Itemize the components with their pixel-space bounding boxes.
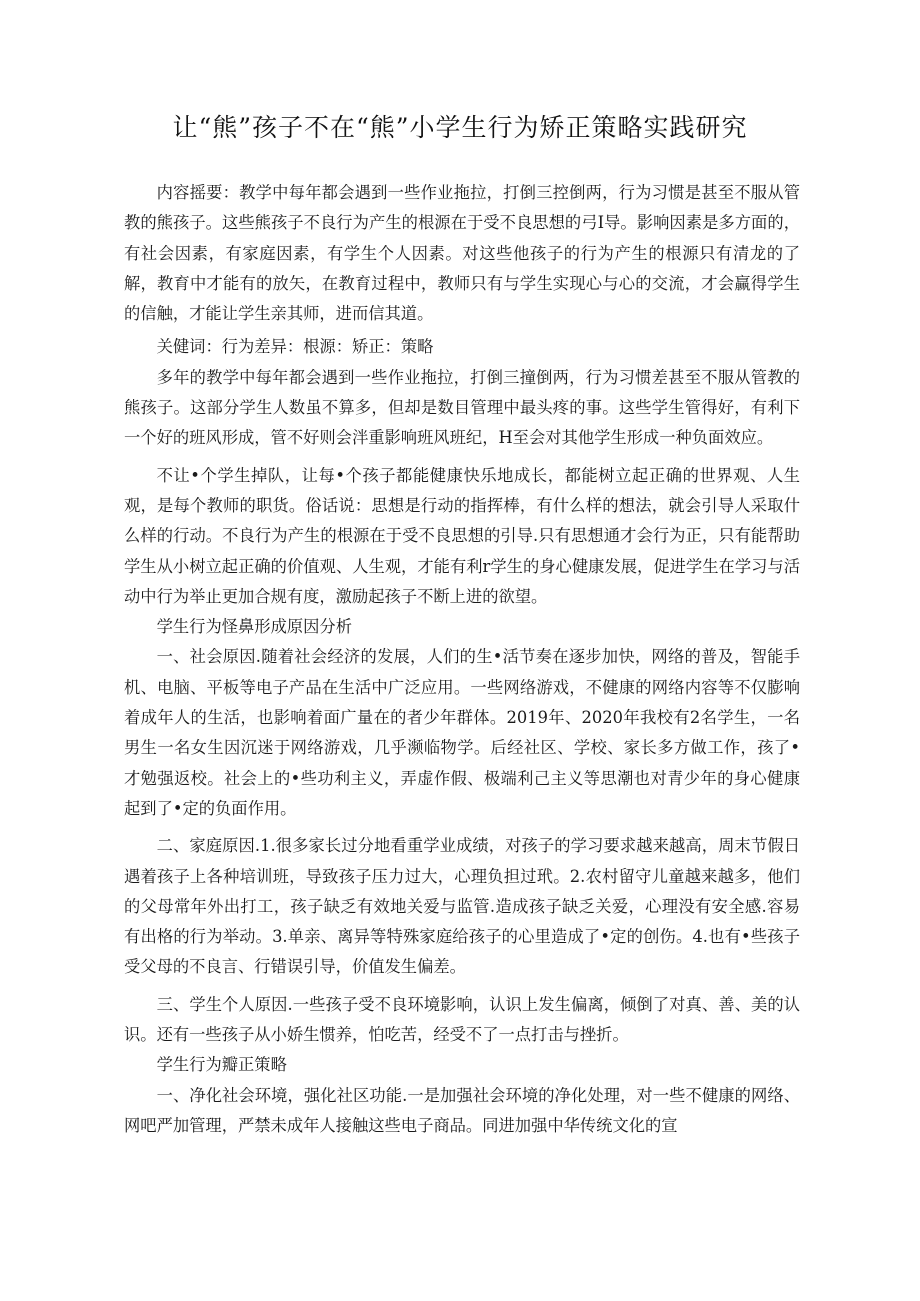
body-paragraph: 三、学生个人原因.一些孩子受不良环境影响，认识上发生偏离，倾倒了对真、善、美的认识。还有一些孩子从小娇生惯养，怕吃苦，经受不了一点打击与挫折。 — [124, 994, 800, 1045]
abstract-paragraph: 内容摇要：教学中每年都会遇到一些作业拖拉，打倒三控倒两，行为习惯是甚至不服从管教的熊孩子。这些熊孩子不良行为产生的根源在于受不良思想的弓I导。影响因素是多方面的，有社会因素，有家庭因素，有学生个人因素。对这些他孩子的行为产生的根源只有清龙的了解，教育中才能有的放矢，在教育过程中，教师只有与学生实现心与心的交流，才会赢得学生的信触，才能让学生亲其师，进而信其道。 — [124, 183, 800, 324]
body-paragraph: 二、家庭原因.1.很多家长过分地看重学业成绩，对孩子的学习要求越来越高，周末节假日遇着孩子上各种培训班，导致孩子压力过大，心理负担过玳。2.农村留守儿童越来越多，他们的父母常年外出打工，孩子缺乏有效地关爱与监管.造成孩子缺乏关爱，心理没有安全感.容易有出格的行为举动。3.单亲、离异等特殊家庭给孩子的心里造成了•定的创伤。4.也有•些孩子受父母的不良言、行错误引导，价值发生偏差。 — [124, 836, 800, 977]
section-heading: 学生行为怪鼻形成原因分析 — [156, 617, 352, 637]
body-paragraph: 一、净化社会环境，强化社区功能.一是加强社会环境的净化处理，对一些不健康的网络、网吧严加管理，严禁未成年人接触这些电子商品。同进加强中华传统文化的宣 — [124, 1085, 800, 1135]
body-paragraph: 不让•个学生掉队，让每•个孩子都能健康快乐地成长，都能树立起正确的世界观、人生观，是每个教师的职货。俗话说：思想是行动的指挥棒，有什么样的想法，就会引导人采取什么样的行动。不良行为产生的根源在于受不良思想的引导.只有思想通才会行为正，只有能帮助学生从小树立起正确的价值观、人生观，才能有利r学生的身心健康发展，促进学生在学习与活动中行为举止更加合规有度，激励起孩子不断上进的欲望。 — [124, 465, 800, 606]
keywords-paragraph: 关健词：行为差异：根源：矫正：策略 — [156, 337, 434, 357]
body-paragraph: 多年的教学中每年都会遇到一些作业拖拉，打倒三撞倒两，行为习惯差甚至不服从管教的熊孩子。这部分学生人数虽不算多，但却是数目管理中最头疼的事。这些学生管得好，有利下一个好的班风形成，管不好则会泮重影响班风班纪，H至会对其他学生形成一种负面效应。 — [124, 367, 800, 448]
section-heading: 学生行为瓣正策略 — [156, 1055, 287, 1075]
document-body — [124, 178, 800, 1141]
body-paragraph: 一、社会原因.随着社会经济的发展，人们的生•活节奏在逐步加快，网络的普及，智能手机、电脑、平板等电子产品在生活中广泛应用。一些网络游戏，不健康的网络内容等不仅膨响着成年人的生活，也影响着面广量在的者少年群体。2019年、2020年我校有2名学生，一名男生一名女生因沉迷于网络游戏，几乎濒临物学。后经社区、学校、家长多方做工作，孩了•才勉强返校。社会上的•些功利主义，弄虚作假、极端利己主义等思潮也对青少年的身心健康起到了•定的负面作用。 — [124, 647, 800, 818]
document-title: 让“熊”孩子不在“熊”小学生行为矫正策略实践研究 — [172, 113, 748, 142]
